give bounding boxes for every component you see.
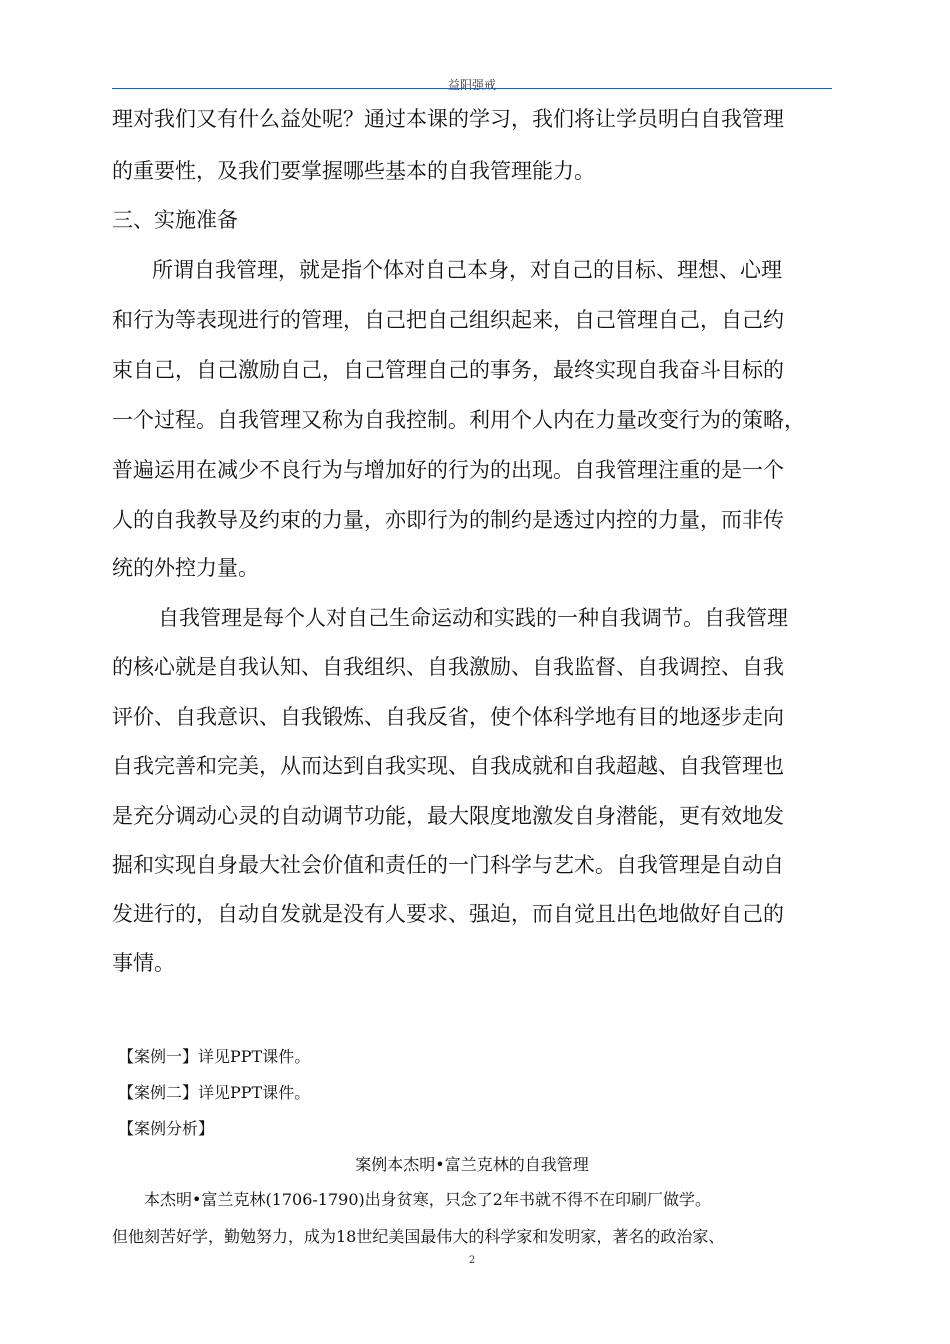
header-rule <box>112 88 832 89</box>
text-line: 和行为等表现进行的管理，自己把自己组织起来，自己管理自己，自己约 <box>112 308 784 332</box>
text-line: 事情。 <box>112 951 175 975</box>
text-line: 普遍运用在减少不良行为与增加好的行为的出现。自我管理注重的是一个 <box>112 458 784 482</box>
text-line: 掘和实现自身最大社会价值和责任的一门科学与艺术。自我管理是自动自 <box>112 853 784 877</box>
text-line: 评价、自我意识、自我锻炼、自我反省，使个体科学地有目的地逐步走向 <box>112 705 784 729</box>
case-title: 案例本杰明•富兰克林的自我管理 <box>355 1155 589 1174</box>
text-line: 人的自我教导及约束的力量，亦即行为的制约是透过内控的力量，而非传 <box>112 508 784 532</box>
text-line: 理对我们又有什么益处呢？通过本课的学习，我们将让学员明白自我管理 <box>112 107 784 131</box>
section-heading: 三、实施准备 <box>112 208 238 232</box>
page-number: 2 <box>468 1255 476 1266</box>
text-line: 自我管理是每个人对自己生命运动和实践的一种自我调节。自我管理 <box>158 606 788 630</box>
text-line: 的核心就是自我认知、自我组织、自我激励、自我监督、自我调控、自我 <box>112 655 784 679</box>
text-line: 统的外控力量。 <box>112 556 259 580</box>
text-line: 发进行的，自动自发就是没有人要求、强迫，而自觉且出色地做好自己的 <box>112 902 784 926</box>
text-line: 的重要性，及我们要掌握哪些基本的自我管理能力。 <box>112 159 595 183</box>
case-item: 【案例二】详见PPT课件。 <box>118 1083 311 1102</box>
text-line: 一个过程。自我管理又称为自我控制。利用个人内在力量改变行为的策略， <box>112 408 805 432</box>
header-title: 益阳强戒 <box>447 78 496 92</box>
text-line: 自我完善和完美，从而达到自我实现、自我成就和自我超越、自我管理也 <box>112 754 784 778</box>
text-line: 束自己，自己激励自己，自己管理自己的事务，最终实现自我奋斗目标的 <box>112 358 784 382</box>
text-line: 但他刻苦好学，勤勉努力，成为18世纪美国最伟大的科学家和发明家，著名的政治家、 <box>112 1227 725 1246</box>
case-item: 【案例分析】 <box>118 1119 215 1138</box>
case-item: 【案例一】详见PPT课件。 <box>118 1047 311 1066</box>
text-line: 所谓自我管理，就是指个体对自己本身，对自己的目标、理想、心理 <box>152 258 782 282</box>
text-line: 本杰明•富兰克林(1706-1790)出身贫寒，只念了2年书就不得不在印刷厂做学。 <box>144 1190 711 1209</box>
text-line: 是充分调动心灵的自动调节功能，最大限度地激发自身潜能，更有效地发 <box>112 804 784 828</box>
